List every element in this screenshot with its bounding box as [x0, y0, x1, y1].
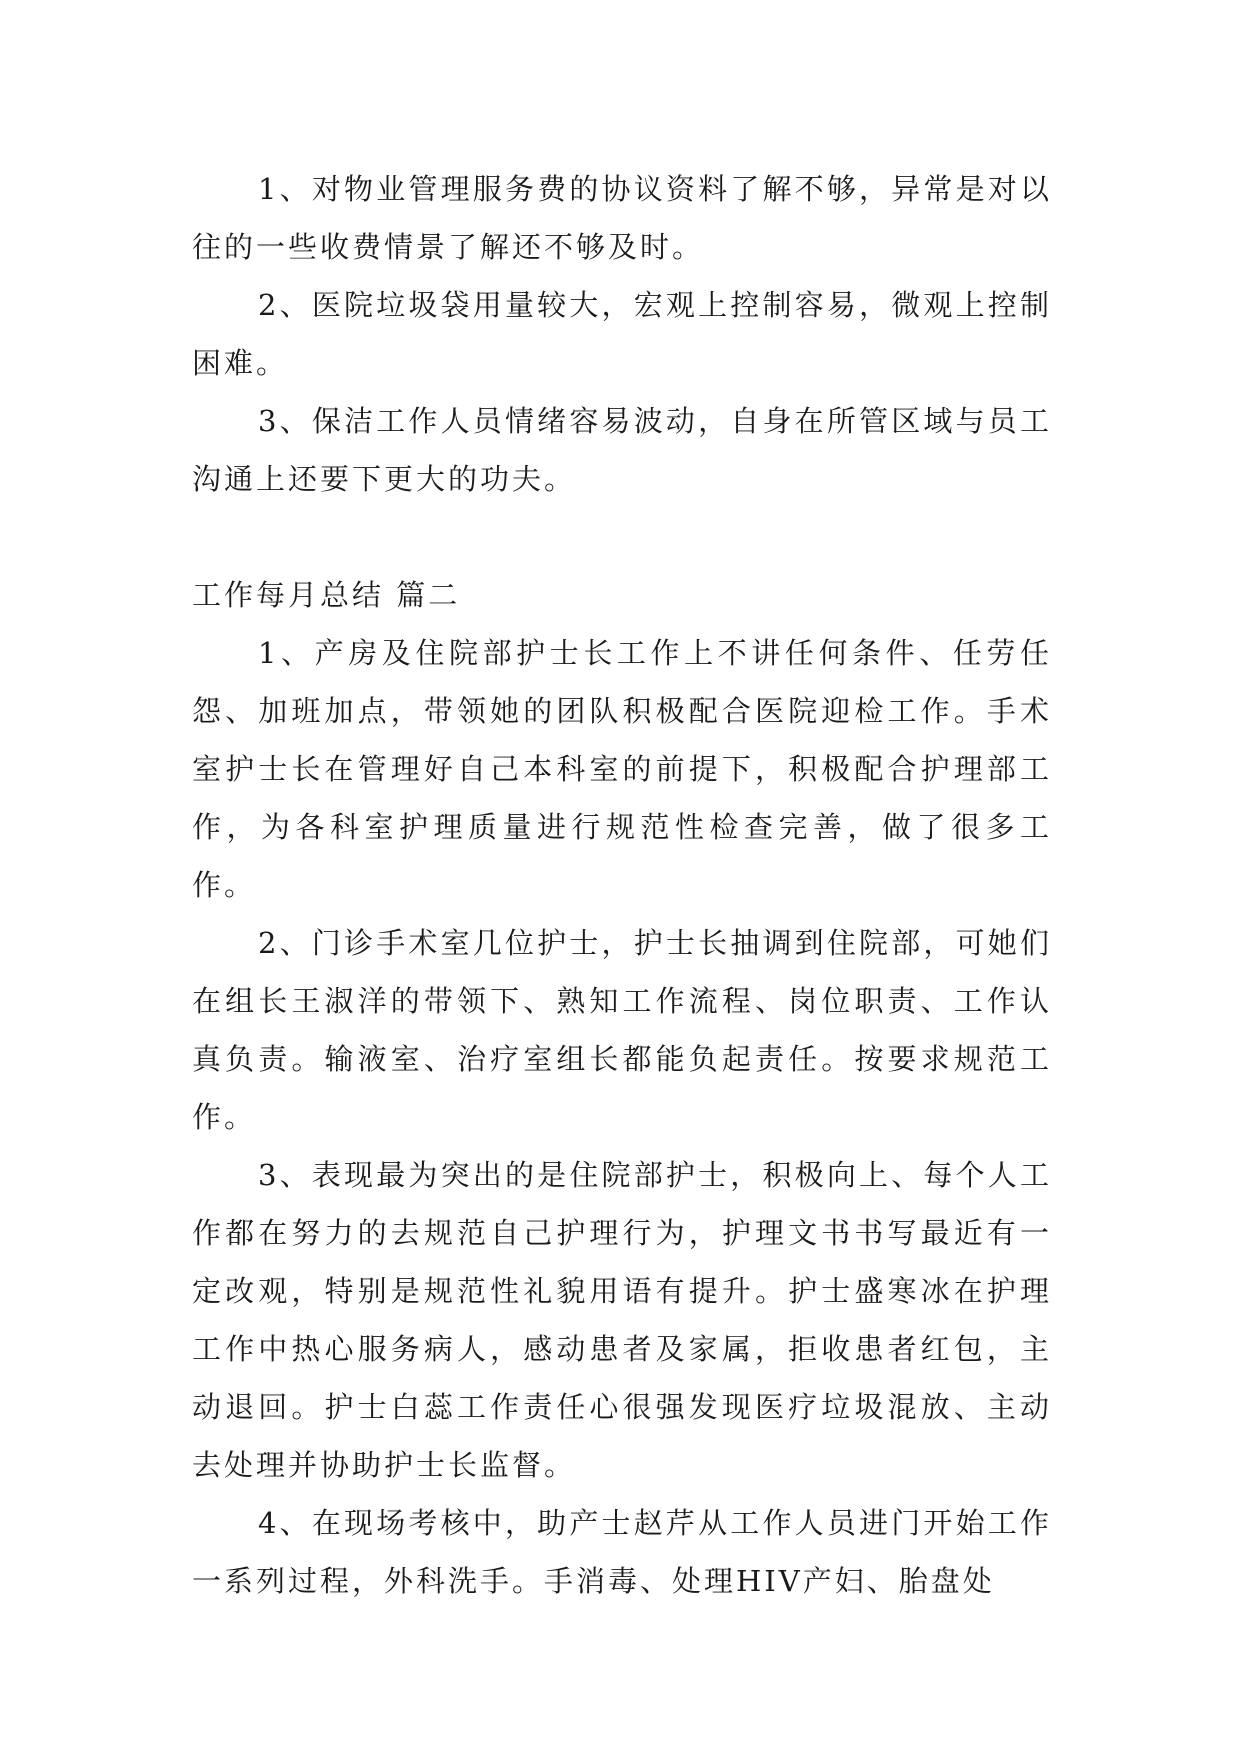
- paragraph-6: 3、表现最为突出的是住院部护士，积极向上、每个人工作都在努力的去规范自己护理行为，护理文书书写最近有一定改观，特别是规范性礼貌用语有提升。护士盛寒冰在护理工作中热心服务病人，感动患者及家属，拒收患者红包，主动退回。护士白蕊工作责任心很强发现医疗垃圾混放、主动去处理并协助护士长监督。: [192, 1158, 1052, 1482]
- paragraph-7: 4、在现场考核中，助产士赵芹从工作人员进门开始工作一系列过程，外科洗手。手消毒、处理HIV产妇、胎盘处: [192, 1506, 1052, 1598]
- paragraph-2: 2、医院垃圾袋用量较大，宏观上控制容易，微观上控制困难。: [192, 288, 1052, 380]
- paragraph-5: 2、门诊手术室几位护士，护士长抽调到住院部，可她们在组长王淑洋的带领下、熟知工作流程、岗位职责、工作认真负责。输液室、治疗室组长都能负起责任。按要求规范工作。: [192, 926, 1052, 1134]
- paragraph-4: 1、产房及住院部护士长工作上不讲任何条件、任劳任怨、加班加点，带领她的团队积极配合医院迎检工作。手术室护士长在管理好自己本科室的前提下，积极配合护理部工作，为各科室护理质量进行规范性检查完善，做了很多工作。: [192, 636, 1052, 902]
- section-heading: 工作每月总结 篇二: [192, 578, 461, 612]
- document-body: [192, 160, 1052, 1610]
- paragraph-3: 3、保洁工作人员情绪容易波动，自身在所管区域与员工沟通上还要下更大的功夫。: [192, 404, 1052, 496]
- paragraph-1: 1、对物业管理服务费的协议资料了解不够，异常是对以往的一些收费情景了解还不够及时。: [192, 172, 1052, 264]
